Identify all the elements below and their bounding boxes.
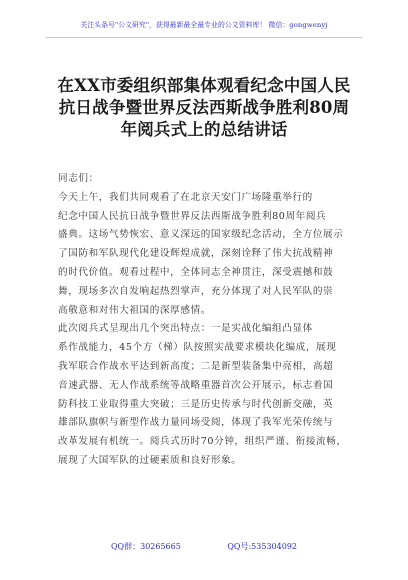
- paragraph-line: 我军联合作战水平达到新高度；二是新型装备集中亮相，高超: [58, 360, 334, 372]
- paragraph-line: 雄部队旗帜与新型作战力量同场受阅，体现了我军光荣传统与: [58, 417, 334, 429]
- paragraph-line: 系作战能力，45个方（梯）队按照实战要求模块化编成，展现: [58, 342, 337, 354]
- paragraph-line: 防科技工业取得重大突破；三是历史传承与时代创新交融，英: [58, 398, 334, 410]
- footer-contact: [0, 541, 408, 552]
- paragraph-line: 今天上午，我们共同观看了在北京天安门广场隆重举行的: [58, 191, 313, 203]
- paragraph-line: 舞，现场多次自发响起热烈掌声，充分体现了对人民军队的崇: [58, 285, 334, 297]
- paragraph-line: 了国防和军队现代化建设辉煌成就，深刻诠释了伟大抗战精神: [58, 248, 334, 260]
- title-line-1: 在XX市委组织部集体观看纪念中国人民: [57, 76, 351, 95]
- paragraph-line: 音速武器、无人作战系统等战略重器首次公开展示，标志着国: [58, 379, 334, 391]
- document-body: [58, 170, 354, 471]
- paragraph-line: 盛典。这场气势恢宏、意义深远的国家级纪念活动，全方位展示: [58, 229, 344, 241]
- title-line-2: 抗日战争暨世界反法西斯战争胜利80周: [58, 98, 350, 117]
- paragraph-line: 的时代价值。观看过程中，全体同志全神贯注，深受震撼和鼓: [58, 266, 334, 278]
- qq-contact-label: QQ号:535304092: [227, 542, 297, 551]
- header-promo-note: 关注头条号"公文研究"，获得最新最全最专业的公文资料库！ 微信：gongwenyj: [80, 21, 328, 29]
- paragraph-line: 展现了大国军队的过硬素质和良好形象。: [58, 454, 242, 466]
- title-line-3: 年阅兵式上的总结讲话: [120, 120, 288, 139]
- salutation: 同志们：: [58, 173, 99, 184]
- header-divider: [46, 37, 362, 38]
- paragraph-2: [58, 320, 354, 470]
- paragraph-line: 改革发展有机统一。阅兵式历时70分钟，组织严谨、衔接流畅，: [58, 436, 347, 448]
- paragraph-1: [58, 189, 354, 321]
- qq-group-label: QQ群：30265665: [110, 542, 181, 551]
- paragraph-line: 此次阅兵式呈现出几个突出特点：一是实战化编组凸显体: [58, 323, 313, 335]
- paragraph-line: 高敬意和对伟大祖国的深厚感情。: [58, 304, 211, 316]
- paragraph-line: 纪念中国人民抗日战争暨世界反法西斯战争胜利80周年阅兵: [58, 210, 327, 222]
- document-title: [40, 75, 368, 141]
